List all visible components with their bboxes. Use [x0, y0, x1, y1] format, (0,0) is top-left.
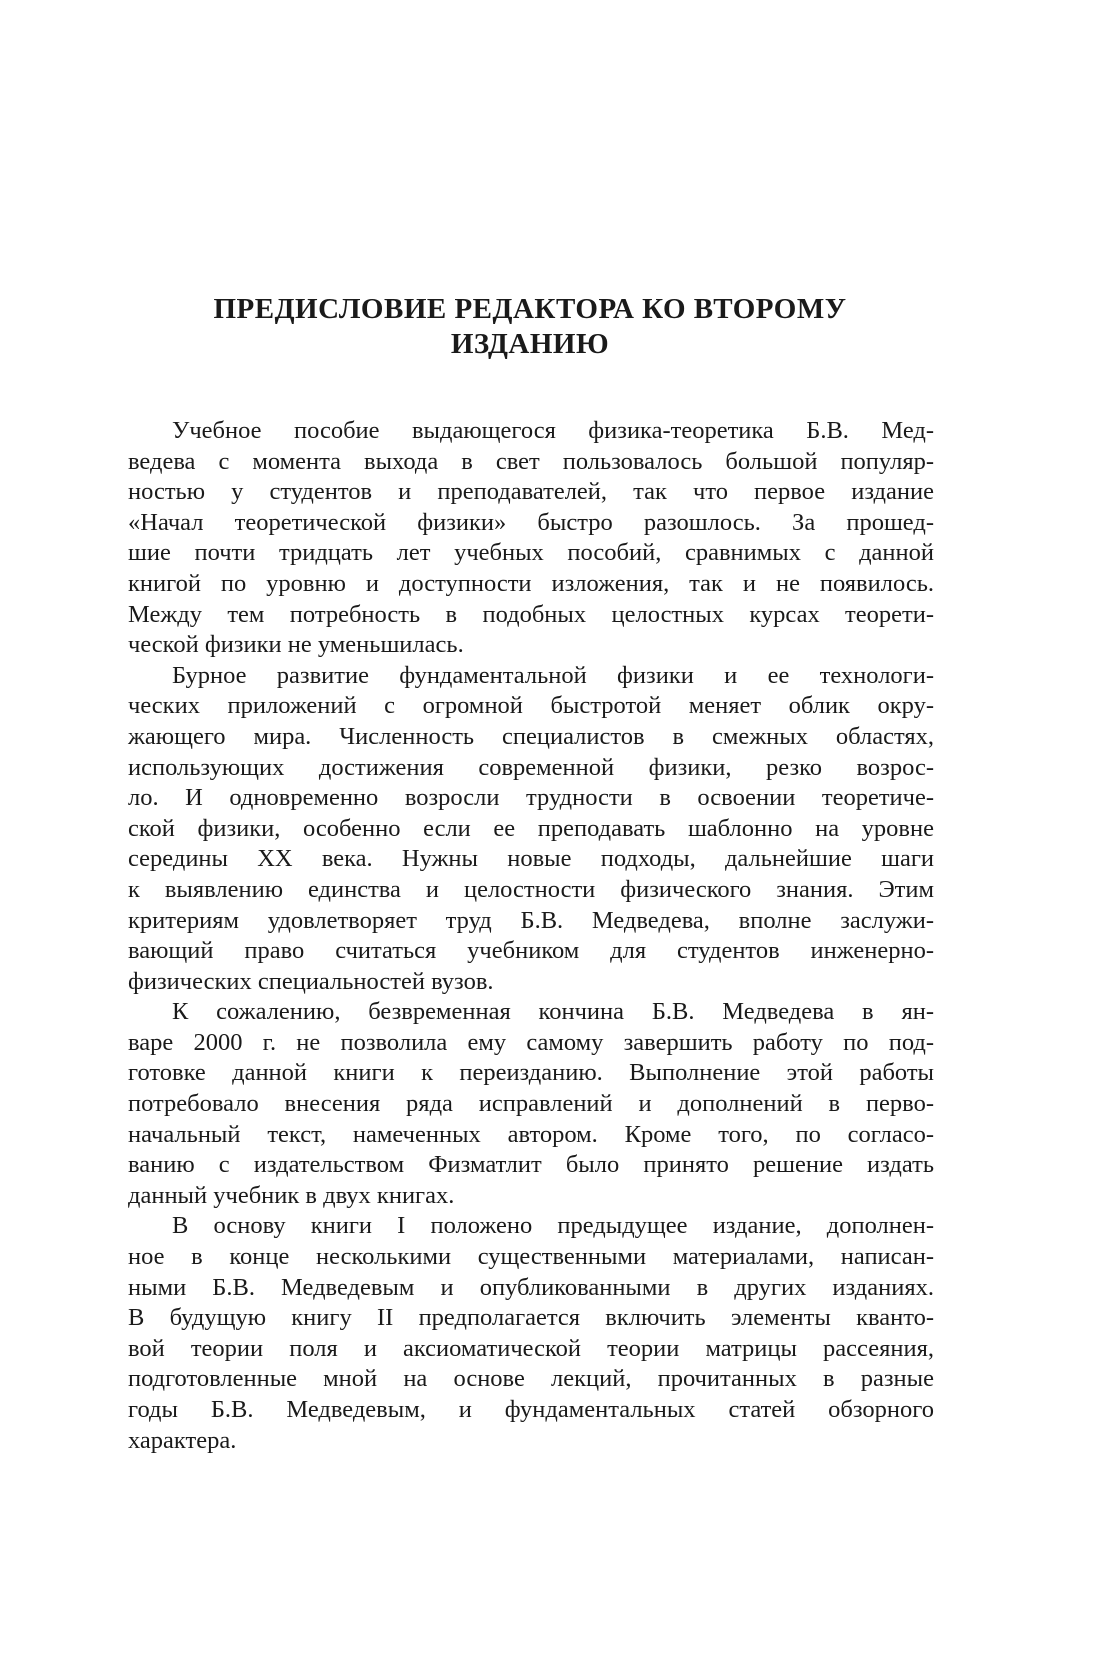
text-line: В основу книги I положено предыдущее издание, дополнен-: [172, 1212, 934, 1240]
text-line: Бурное развитие фундаментальной физики и ее технологи-: [172, 661, 934, 689]
text-line: критериям удовлетворяет труд Б.В. Медведева, вполне заслужи-: [128, 906, 934, 934]
text-line: варе 2000 г. не позволила ему самому завершить работу по под-: [128, 1028, 934, 1056]
text-line: начальный текст, намеченных автором. Кроме того, по согласо-: [128, 1120, 934, 1148]
text-line: «Начал теоретической физики» быстро разошлось. За прошед-: [128, 508, 934, 536]
text-line: жающего мира. Численность специалистов в смежных областях,: [128, 722, 934, 750]
text-line: физических специальностей вузов.: [128, 967, 494, 995]
text-line: ностью у студентов и преподавателей, так что первое издание: [128, 478, 934, 506]
body-text: [128, 416, 934, 1456]
text-line: ло. И одновременно возросли трудности в освоении теоретиче-: [128, 784, 934, 812]
text-line: Учебное пособие выдающегося физика-теоретика Б.В. Мед-: [172, 417, 934, 444]
text-line: книгой по уровню и доступности изложения, так и не появилось.: [128, 569, 934, 597]
text-line: ными Б.В. Медведевым и опубликованными в других изданиях.: [128, 1273, 934, 1301]
text-line: использующих достижения современной физики, резко возрос-: [128, 753, 934, 781]
text-line: шие почти тридцать лет учебных пособий, сравнимых с данной: [128, 539, 934, 567]
page-title: [0, 292, 1060, 362]
text-line: годы Б.В. Медведевым, и фундаментальных статей обзорного: [128, 1396, 934, 1423]
text-line: В будущую книгу II предполагается включить элементы кванто-: [128, 1304, 934, 1332]
text-line: ской физики, особенно если ее преподавать шаблонно на уровне: [128, 814, 934, 842]
paragraph: [128, 661, 934, 998]
text-line: ческих приложений с огромной быстротой меняет облик окру-: [128, 692, 934, 720]
text-line: Между тем потребность в подобных целостных курсах теорети-: [128, 600, 934, 628]
text-line: характера.: [128, 1426, 237, 1454]
paragraph: [128, 997, 934, 1211]
paragraph: [128, 416, 934, 661]
text-line: вой теории поля и аксиоматической теории матрицы рассеяния,: [128, 1334, 934, 1362]
text-line: ное в конце несколькими существенными материалами, написан-: [128, 1243, 934, 1271]
text-line: потребовало внесения ряда исправлений и дополнений в перво-: [128, 1090, 934, 1118]
title-line: ИЗДАНИЮ: [450, 328, 610, 360]
text-line: к выявлению единства и целостности физического знания. Этим: [128, 875, 934, 903]
title-line: ПРЕДИСЛОВИЕ РЕДАКТОРА КО ВТОРОМУ: [213, 293, 847, 325]
text-line: середины XX века. Нужны новые подходы, дальнейшие шаги: [128, 845, 934, 873]
text-line: ванию с издательством Физматлит было принято решение издать: [128, 1151, 934, 1179]
text-line: вающий право считаться учебником для студентов инженерно-: [128, 937, 934, 965]
text-line: готовке данной книги к переизданию. Выполнение этой работы: [128, 1059, 934, 1087]
paragraph: [128, 1211, 934, 1456]
text-line: ведева с момента выхода в свет пользовалось большой популяр-: [128, 447, 934, 475]
text-line: данный учебник в двух книгах.: [128, 1181, 455, 1209]
text-line: К сожалению, безвременная кончина Б.В. Медведева в ян-: [172, 998, 934, 1026]
text-line: ческой физики не уменьшилась.: [128, 631, 464, 659]
text-line: подготовленные мной на основе лекций, прочитанных в разные: [128, 1365, 934, 1393]
